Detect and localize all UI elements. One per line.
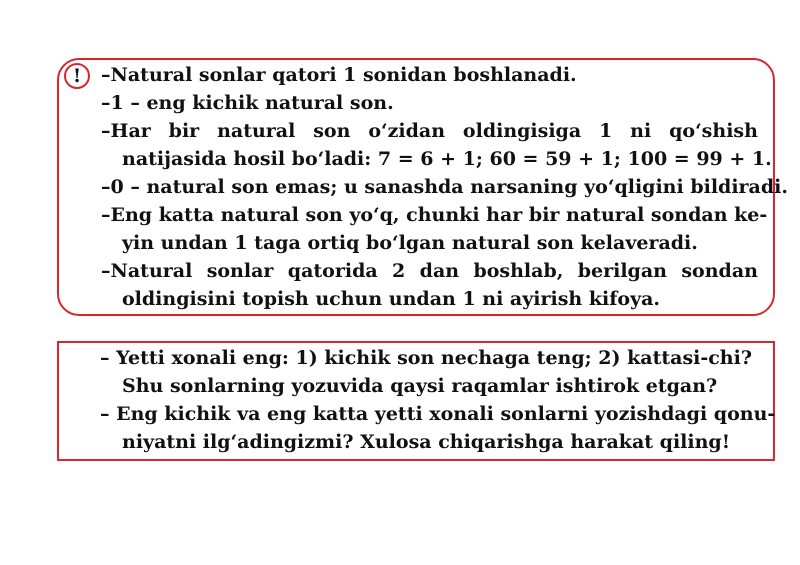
word: –Har xyxy=(101,120,151,142)
word: oldingisiga xyxy=(462,120,582,142)
word: 2 xyxy=(392,260,406,282)
question-line-1: – Yetti xonali eng: 1) kichik son nechaga teng; 2) kattasi-chi? xyxy=(100,347,752,369)
word: ni xyxy=(630,120,652,142)
question-line-3: – Eng kichik va eng katta yetti xonali sonlarni yozishdagi qonu- xyxy=(100,403,776,425)
question-line-2: Shu sonlarning yozuvida qaysi raqamlar ishtirok etgan? xyxy=(122,375,718,397)
word: natural xyxy=(217,120,296,142)
word: o‘zidan xyxy=(368,120,446,142)
question-line-4: niyatni ilg‘adingizmi? Xulosa chiqarishga harakat qiling! xyxy=(122,431,731,453)
word: sonlar xyxy=(206,260,274,282)
exclamation-icon: ! xyxy=(64,63,90,89)
word: son xyxy=(313,120,351,142)
rule-line-3 xyxy=(101,118,758,144)
word: bir xyxy=(168,120,200,142)
word: sondan xyxy=(681,260,758,282)
rule-line-5: –0 – natural son emas; u sanashda narsaning yo‘qligini bildiradi. xyxy=(101,176,788,198)
word: qatorida xyxy=(287,260,378,282)
word: qo‘shish xyxy=(669,120,758,142)
word: dan xyxy=(419,260,460,282)
rule-line-2: –1 – eng kichik natural son. xyxy=(101,92,394,114)
rule-line-9: oldingisini topish uchun undan 1 ni ayirish kifoya. xyxy=(122,288,661,310)
word: –Natural xyxy=(101,260,193,282)
rule-line-1: –Natural sonlar qatori 1 sonidan boshlanadi. xyxy=(101,64,577,86)
rule-line-8 xyxy=(101,258,758,284)
rule-line-7: yin undan 1 taga ortiq bo‘lgan natural son kelaveradi. xyxy=(122,232,698,254)
rule-line-6: –Eng katta natural son yo‘q, chunki har bir natural sondan ke- xyxy=(101,204,768,226)
word: 1 xyxy=(599,120,613,142)
word: berilgan xyxy=(577,260,667,282)
word: boshlab, xyxy=(473,260,564,282)
rule-line-4: natijasida hosil bo‘ladi: 7 = 6 + 1; 60 = 59 + 1; 100 = 99 + 1. xyxy=(122,148,772,170)
